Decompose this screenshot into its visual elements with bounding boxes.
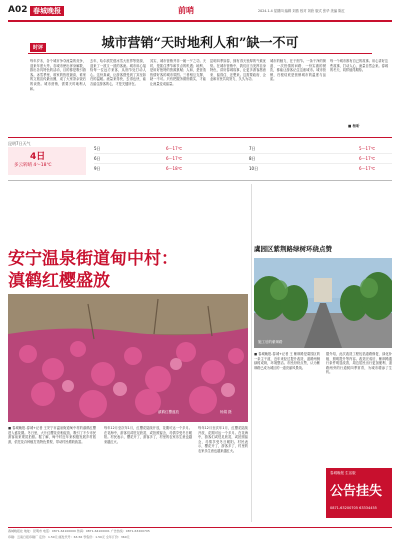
forecast-day: 5日	[94, 146, 101, 151]
left-article	[8, 184, 248, 524]
forecast-temp: 6～18℃	[166, 166, 183, 171]
forecast-temp: 6～17℃	[359, 156, 376, 161]
article-col-6: 每一个城市都有自己的故事。用心讲好这些故事，打动人心，流量自然会来。春城的冬天，同样值得期待。	[330, 59, 388, 73]
right-photo-caption: 施工后的紫荆路	[258, 340, 283, 344]
page-header	[8, 5, 392, 19]
forecast-day: 6日	[94, 156, 101, 161]
footer-line-1: 春城晚报社 地址：昆明市 电话：0871-64100000 传真：0871-64100001 广告热线：0871-63200705	[8, 529, 150, 533]
footer	[8, 529, 392, 545]
weather-day: 4日	[30, 152, 46, 162]
article-col-2: 去年，哈尔滨凭借冰雪大世界等资源，迎来了一波又一波的客流。城市用心接待每一位远方来客，从细节处打动人心。这份真诚，让游客感受到了宾至如归的温暖。流量来得快，去得也快，能否留住游客的心，才是关键所在。	[90, 59, 146, 86]
forecast-day: 7日	[249, 146, 256, 151]
weather-forecast-table	[94, 145, 392, 175]
weather-today-block	[8, 147, 86, 175]
classified-ad[interactable]	[326, 468, 392, 518]
paper-name: 春城晚报	[30, 6, 64, 16]
ad-big-text: 公告挂失	[330, 484, 383, 499]
footer-line-2: 印刷：云南日报印刷厂 定价：1.50元 邮发代号：63-56 零售价：1.50元 全年订价：360元	[8, 535, 130, 539]
left-photo-credit: 杨娟 摄	[220, 410, 232, 414]
article-col-5: 城市的魅力，在于细节。一条干净的街道、一次热情的问路、一份实惠的餐饮，都能让游客记住这座城市。城市营销，归根结底是营销城市的温度与品质。	[270, 59, 326, 82]
section-rule-2	[8, 180, 392, 181]
forecast-row	[94, 155, 392, 164]
forecast-temp: 6～17℃	[166, 156, 183, 161]
left-headline-2: 滇鹤红樱盛放	[8, 271, 110, 291]
forecast-day: 9日	[94, 166, 101, 171]
article-col-3: 其实，城市营销并非一朝一夕之功。天时，是抓住季节和节点的机遇；地利，是用好独特的资源禀赋；人和，是营造热情好客的城市氛围。三者相互支撑，缺一不可。只有把服务做细做实，才能让流量变成留量。	[150, 59, 206, 86]
ad-phone: 0871-63200705 63334455	[330, 506, 377, 510]
article-byline: ■ 杨昕	[348, 124, 360, 128]
article-col-1: 每年岁末，各个城市争夺流量的竞争，迎来年度大考。各城市使出浑身解数，推出各具特色的活动，目的都是吸引游客。冰雪季里，谁家的热度最高，谁家的文旅宣传最出圈，成了大家茶余饭后的谈资。城市营销，需要天时地利人和。	[30, 59, 86, 91]
top-article	[8, 25, 392, 133]
forecast-row	[94, 145, 392, 154]
left-photo-caption: 滇鹤红樱盛放	[158, 410, 179, 414]
right-body-col-2: 据介绍，此次改造工程包括道路修复、绿化补植、照明提升等内容。改造完成后，紫荆路通行条件明显改善，周边居民出行更加便利，道路两旁的行道树四季常青，为城市增添了生机。	[326, 352, 392, 375]
street-trees-illustration	[254, 258, 392, 348]
left-body-col-1: ■ 春城晚报-春城+记者 王安宁市温泉街道甸中村的滇鹤红樱进入盛花期。冬日里，大片红樱花竞相绽放，吸引了不少市民游客前来观赏拍照。据了解，甸中村近年来积极发展乡村旅游，依托花卉种植打造特色景观，带动村民增收致富。	[8, 426, 96, 444]
weather-condition: 多云转晴 4～18℃	[14, 163, 52, 168]
forecast-temp: 5～17℃	[359, 146, 376, 151]
footer-rule	[8, 527, 392, 528]
weather-date-label: 昆明7日天气	[8, 141, 31, 146]
header-rule	[8, 20, 392, 22]
left-body-col-2: 每年12月至次年1月，红樱花陆续开放，花期可达一个多月。在花海中，游客们或驻足欣赏，或拍照留念，尽情享受冬日暖阳。村民表示，樱花开了，游客多了，村里的农家乐生意也越来越红火。	[104, 426, 192, 444]
right-photo	[254, 258, 392, 348]
article-tag: 时评	[30, 43, 46, 52]
date-line: 2024.1.4 星期四 编辑 刘燕 校对 刘欣 版式 张华 美编 陈红	[258, 9, 345, 13]
headline-underline	[28, 53, 372, 54]
right-headline: 虞园区紫荆路绿树环绕点赞	[254, 245, 332, 253]
forecast-temp: 6～17℃	[166, 146, 183, 151]
forecast-day: 10日	[249, 166, 259, 171]
right-body-col-1: ■ 春城晚报-春城+记者 王 紫荆路是虞园区的一条主干道，近年来经过提升改造，道路两侧绿树成荫，环境整洁。市民纷纷点赞，认为紫荆路已成为城区的一道亮丽风景线。	[254, 352, 320, 370]
article-headline: 城市营销“天时地利人和”缺一不可	[101, 36, 299, 51]
flower-field-illustration	[8, 294, 248, 422]
section-rule-1	[8, 137, 392, 138]
forecast-row	[94, 165, 392, 174]
right-article	[254, 184, 392, 524]
forecast-day: 8日	[249, 156, 256, 161]
page-number: A02	[8, 5, 28, 15]
left-photo	[8, 294, 248, 422]
left-headline-1: 安宁温泉街道甸中村：	[8, 249, 178, 269]
section-name: 前哨	[178, 6, 194, 15]
ad-top-line: 春城晚报 生活版	[330, 471, 356, 475]
weather-box	[8, 141, 392, 177]
forecast-temp: 6～17℃	[359, 166, 376, 171]
column-divider	[251, 184, 252, 522]
article-col-4: 昆明四季如春，拥有得天独厚的气候优势。在城市营销中，我们应当发挥自身特色，讲好春城故事，让更多游客愿意来、留得住、还想来。这需要政府、企业和市民共同努力，久久为功。	[210, 59, 266, 82]
left-body-col-3: 每年12月至次年1月，红樱花陆续开放，花期可达一个多月。在花海中，游客们或驻足欣赏，或拍照留念，尽情享受冬日暖阳。村民表示，樱花开了，游客多了，村里的农家乐生意也越来越红火。	[198, 426, 248, 453]
